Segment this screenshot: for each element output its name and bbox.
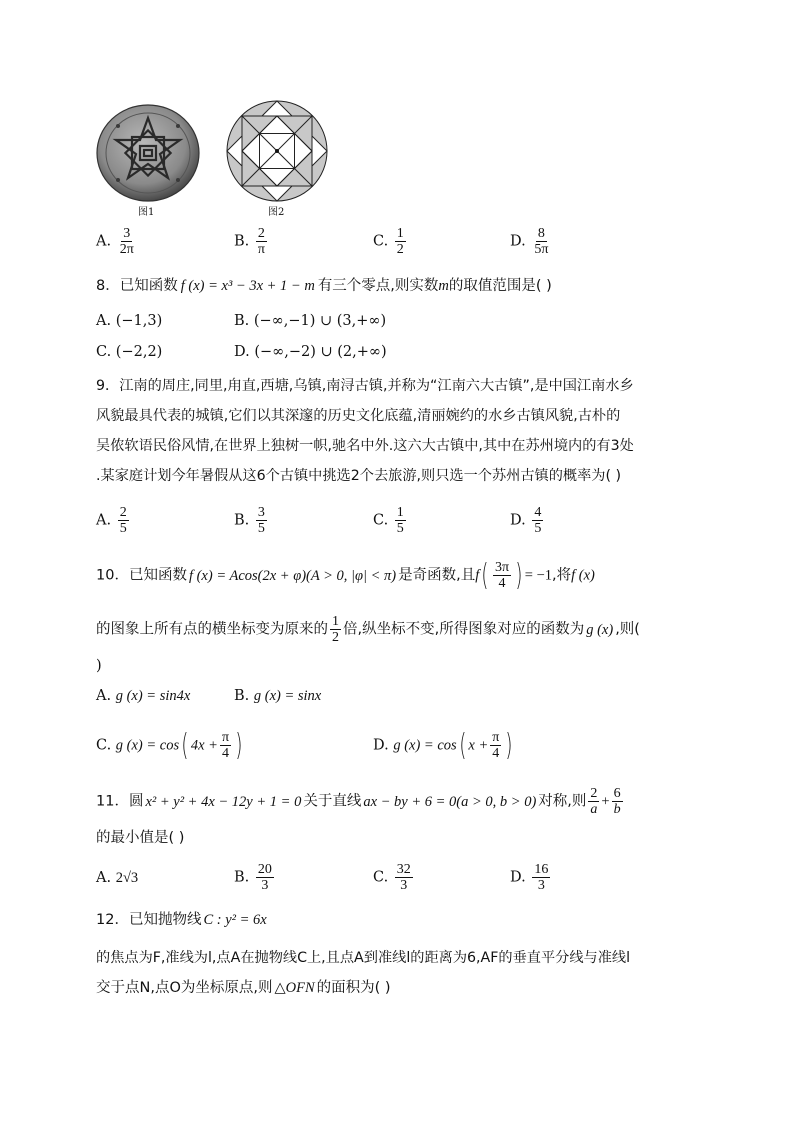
q8-stem: 8．已知函数 f (x) = x³ − 3x + 1 − m 有三个零点,则实数m的取值范围是( ) — [96, 278, 552, 294]
fraction: $\frac{3}{2\pi}$ — [119, 226, 134, 257]
fraction: $\frac{3}{5}$ — [257, 505, 265, 536]
fraction: $\frac{1}{5}$ — [396, 505, 404, 536]
fraction: $\frac{20}{3}$ — [257, 862, 272, 893]
q11-stem-line-2: 的最小值是( ) — [96, 830, 185, 846]
q8-option-d[interactable]: D. (−∞,−2) ∪ (2,+∞) — [234, 344, 387, 360]
q7-option-a[interactable]: A. $\frac{3}{2\pi}$ — [96, 226, 134, 257]
figure-1-caption: 图1 — [138, 207, 155, 218]
fraction: $\frac{32}{3}$ — [396, 862, 411, 893]
q9-line-1: 9．江南的周庄,同里,甪直,西塘,乌镇,南浔古镇,并称为“江南六大古镇”,是中国江南水乡 — [96, 378, 634, 394]
fraction: $\frac{1}{2}$ — [396, 226, 404, 257]
figure-2-caption: 图2 — [268, 207, 285, 218]
fraction: $\frac{1}{2}$ — [332, 614, 339, 645]
q9-option-a[interactable]: A. $\frac{2}{5}$ — [96, 505, 127, 536]
q10-option-c[interactable]: C. g (x) = cos( 4x + $\frac{\pi}{4}$ ) — [96, 727, 243, 763]
q11-stem-line-1: 11．圆 x² + y² + 4x − 12y + 1 = 0 关于直线 ax − by + 6 = 0(a > 0, b > 0) 对称,则 $\frac{2}{a}$ + $\frac{6}{b}$ — [96, 786, 621, 817]
q10-option-b[interactable]: B. g (x) = sinx — [234, 688, 322, 704]
fraction: $\frac{2}{\pi}$ — [257, 226, 265, 257]
q7-option-d[interactable]: D. $\frac{8}{5\pi}$ — [510, 226, 549, 257]
q11-option-a[interactable]: A. 2√3 — [96, 870, 139, 886]
figure-1-coin — [96, 104, 200, 218]
q9-option-d[interactable]: D. $\frac{4}{5}$ — [510, 505, 542, 536]
fraction: $\frac{4}{5}$ — [534, 505, 542, 536]
q8-option-a[interactable]: A. (−1,3) — [96, 313, 163, 329]
fraction: $\frac{3\pi}{4}$ — [495, 560, 510, 591]
q10-stem-line-1: 10．已知函数 f (x) = Acos(2x + φ)(A > 0, |φ| < π) 是奇函数,且f( $\frac{3\pi}{4}$ ) = −1,将f (x) — [96, 557, 595, 593]
figure-2-diagram — [226, 100, 328, 218]
octagram-diagram — [226, 100, 328, 202]
q10-stem-line-3: ) — [96, 658, 102, 674]
q8-option-b[interactable]: B. (−∞,−1) ∪ (3,+∞) — [234, 313, 387, 329]
q8-option-c[interactable]: C. (−2,2) — [96, 344, 163, 360]
fraction: $\frac{\pi}{4}$ — [221, 730, 230, 761]
q9-line-3: 吴侬软语民俗风情,在世界上独树一帜,驰名中外.这六大古镇中,其中在苏州境内的有3处 — [96, 438, 634, 454]
q7-option-b[interactable]: B. $\frac{2}{\pi}$ — [234, 226, 265, 257]
fraction: $\frac{2}{5}$ — [119, 505, 127, 536]
q9-option-c[interactable]: C. $\frac{1}{5}$ — [373, 505, 404, 536]
q10-stem-line-2: 的图象上所有点的横坐标变为原来的 $\frac{1}{2}$ 倍,纵坐标不变,所得图象对应的函数为 g (x) ,则( — [96, 614, 640, 645]
q12-stem-line-1: 12．已知抛物线 C : y² = 6x — [96, 912, 267, 928]
q12-stem-line-2: 的焦点为F,准线为l,点A在抛物线C上,且点A到准线l的距离为6,AF的垂直平分线与准线l — [96, 950, 631, 966]
fraction: $\frac{2}{a}$ — [590, 786, 598, 817]
q9-option-b[interactable]: B. $\frac{3}{5}$ — [234, 505, 265, 536]
q10-option-a[interactable]: A. g (x) = sin4x — [96, 688, 191, 704]
fraction: $\frac{8}{5\pi}$ — [534, 226, 549, 257]
coin-image — [96, 104, 200, 202]
q7-option-c[interactable]: C. $\frac{1}{2}$ — [373, 226, 404, 257]
q9-line-2: 风貌最具代表的城镇,它们以其深邃的历史文化底蕴,清丽婉约的水乡古镇风貌,古朴的 — [96, 408, 621, 424]
fraction: $\frac{16}{3}$ — [534, 862, 549, 893]
fraction: $\frac{6}{b}$ — [613, 786, 621, 817]
q11-option-b[interactable]: B. $\frac{20}{3}$ — [234, 862, 272, 893]
q12-stem-line-3: 交于点N,点O为坐标原点,则 △OFN 的面积为( ) — [96, 980, 391, 996]
fraction: $\frac{\pi}{4}$ — [492, 730, 500, 761]
q9-line-4: .某家庭计划今年暑假从这6个古镇中挑选2个去旅游,则只选一个苏州古镇的概率为( ) — [96, 468, 622, 484]
q10-option-d[interactable]: D. g (x) = cos( x + $\frac{\pi}{4}$ ) — [373, 727, 513, 763]
q11-option-d[interactable]: D. $\frac{16}{3}$ — [510, 862, 549, 893]
q11-option-c[interactable]: C. $\frac{32}{3}$ — [373, 862, 411, 893]
